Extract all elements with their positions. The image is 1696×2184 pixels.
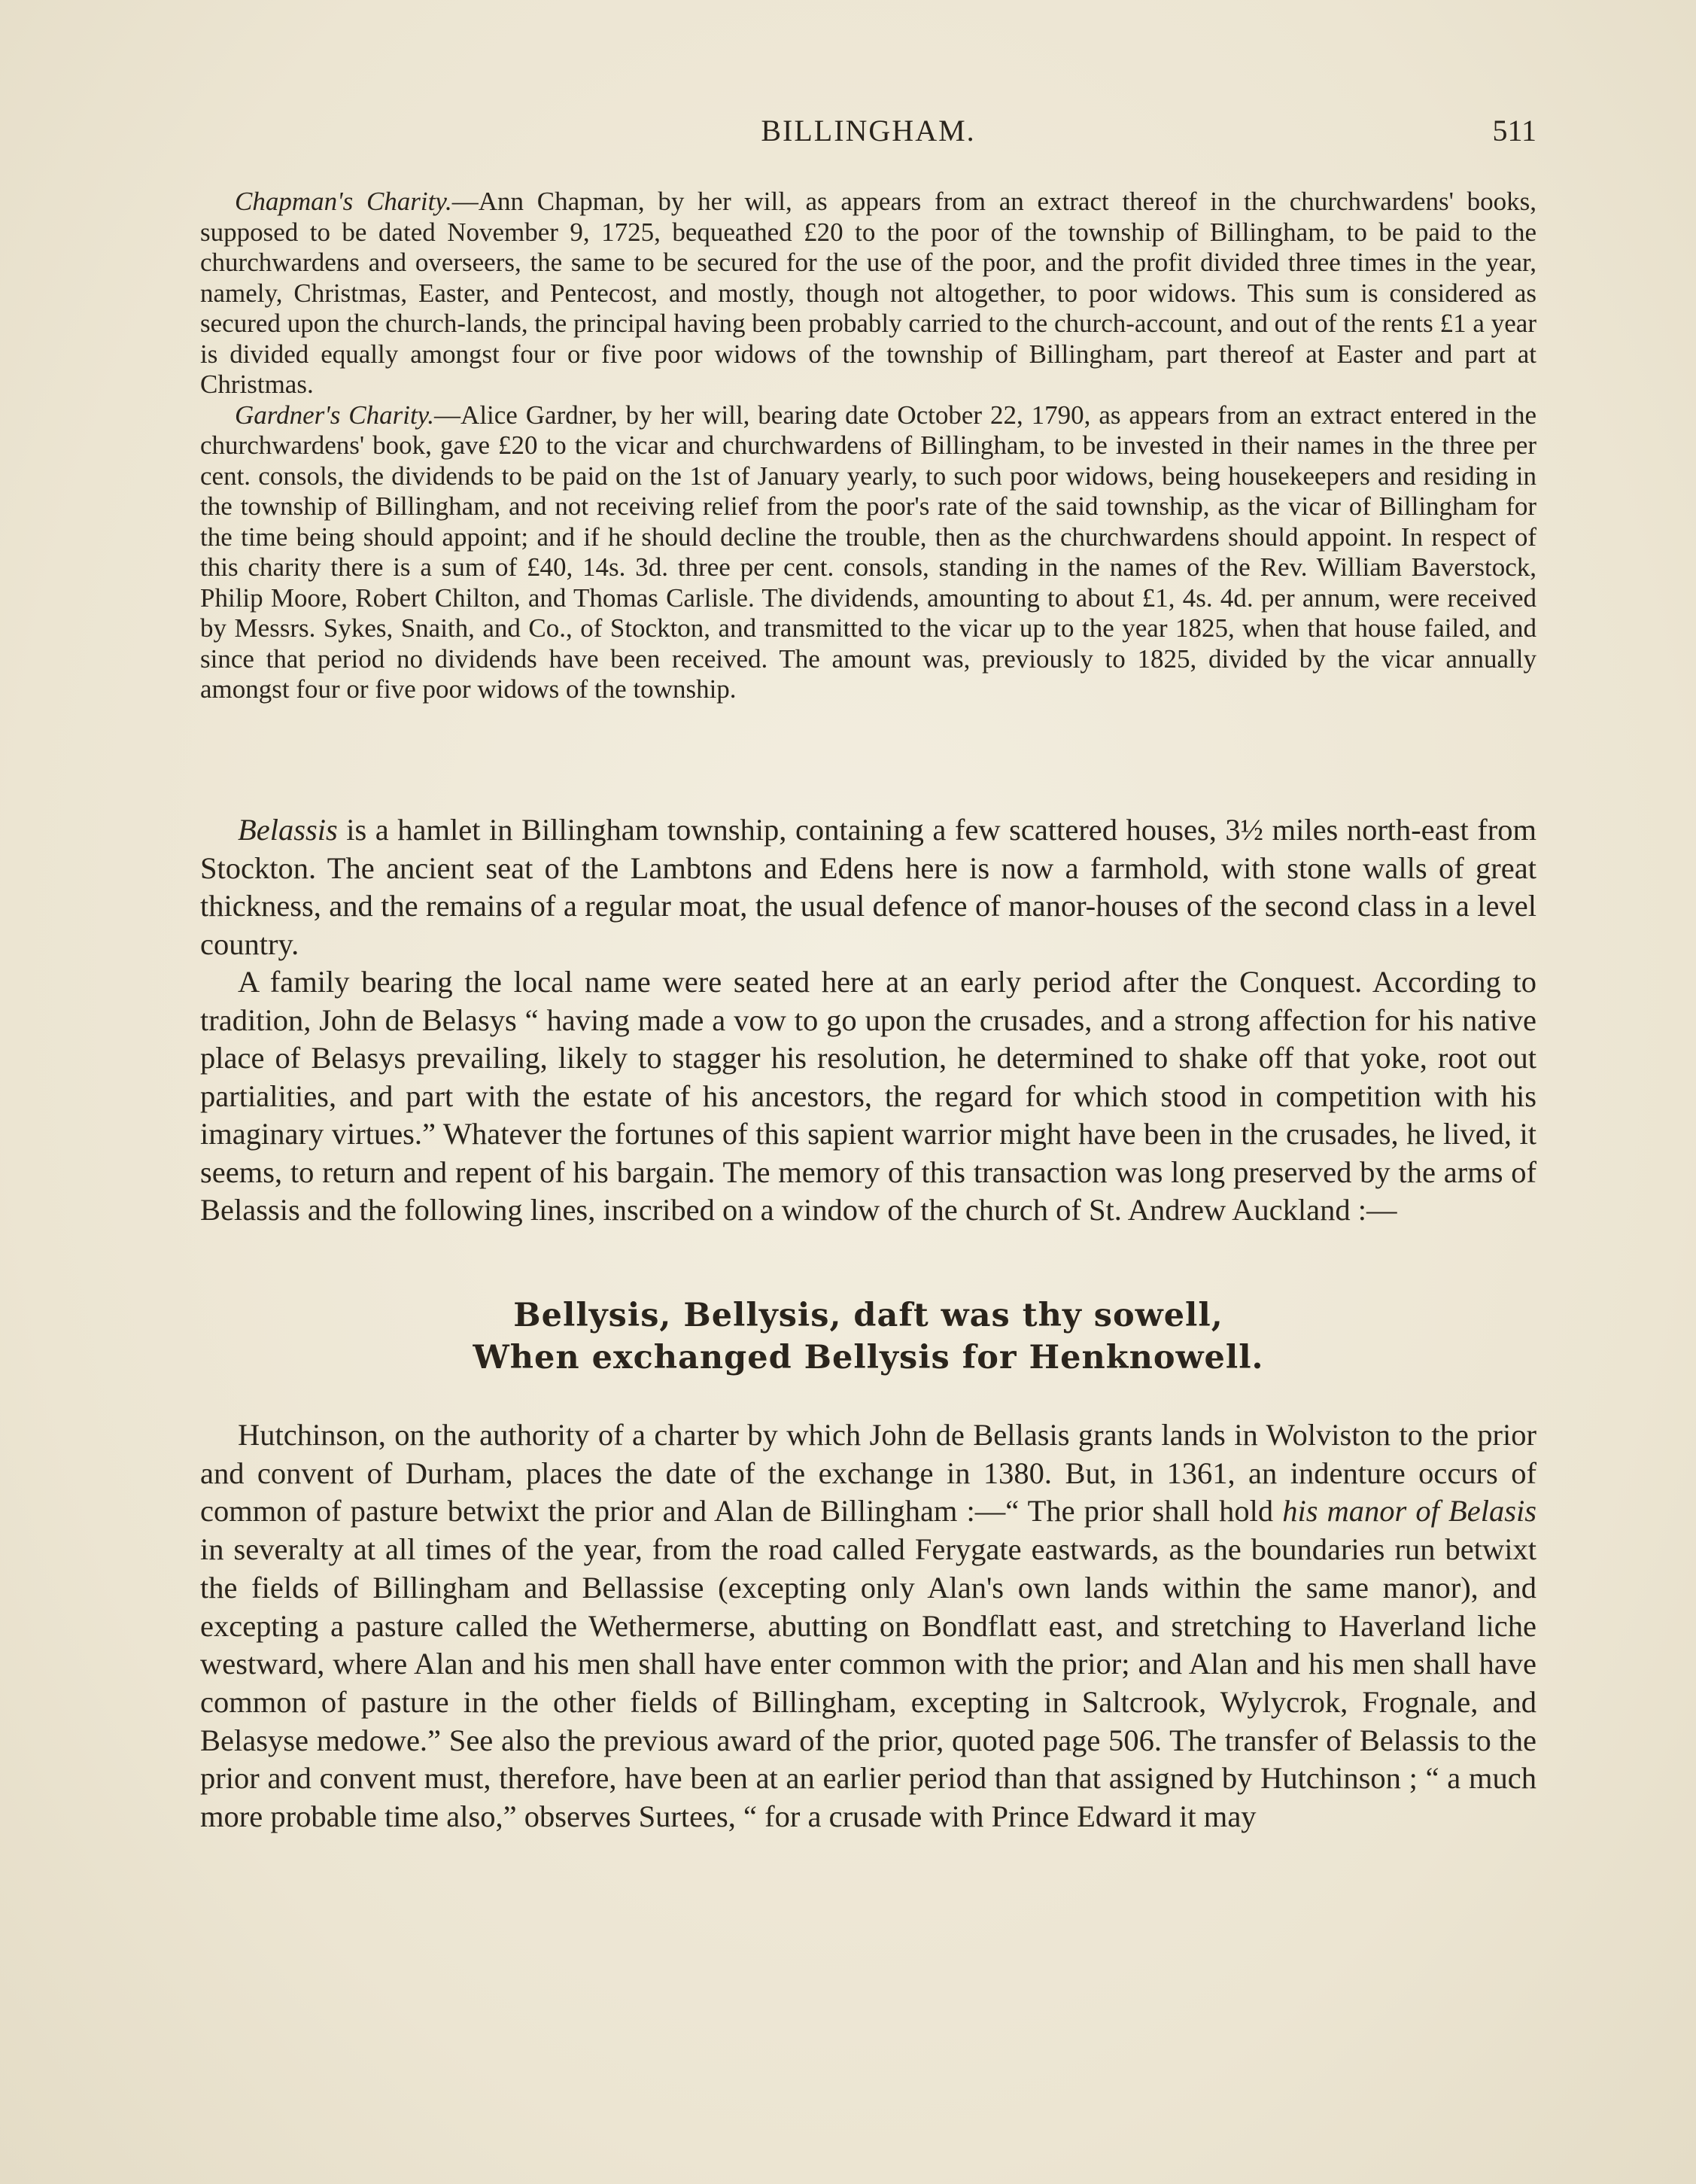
hutchinson-text-after: in severalty at all times of the year, from the road called Ferygate eastwards, as the boundaries run betwixt the fields of Billingham and Bellassise (excepting only Alan's own lands within the same manor), and excepting a pasture called the Wethermerse, abutting on Bondflatt east, and stretching to Haverland liche westward, where Alan and his men shall have enter common with the prior; and Alan and his men shall have common of pasture in the other fields of Billingham, excepting in Saltcrook, Wylycrok, Frognale, and Belasyse medowe.” See also the previous award of the prior, quoted page 506. The transfer of Belassis to the prior and convent must, therefore, have been at an earlier period than that assigned by Hutchinson ; “ a much more probable time also,” observes Surtees, “ for a crusade with Prince Edward it may <box>200 1532 1536 1834</box>
belassis-paragraph <box>200 811 1536 963</box>
charities-section <box>200 187 1536 705</box>
verse-line-1: Bellysis, Bellysis, daft was thy sowell, <box>513 1297 1223 1334</box>
hutchinson-text-before: Hutchinson, on the authority of a charter by which John de Bellasis grants lands in Wolviston to the prior and convent of Durham, places the date of the exchange in 1380. But, in 1361, an indenture occurs of common of pasture betwixt the prior and Alan de Billingham :—“ The prior shall hold <box>200 1418 1536 1528</box>
chapman-text: —Ann Chapman, by her will, as appears from an extract thereof in the churchwardens' books, supposed to be dated November 9, 1725, bequeathed £20 to the poor of the township of Billingham, to be paid to the churchwardens and overseers, the same to be secured for the use of the poor, and the profit divided three times in the year, namely, Christmas, Easter, and Pentecost, and mostly, though not altogether, to poor widows. This sum is considered as secured upon the church-lands, the principal having been probably carried to the church-account, and out of the rents £1 a year is divided equally amongst four or five poor widows of the township of Billingham, part thereof at Easter and part at Christmas. <box>200 187 1536 399</box>
page-number: 511 <box>1492 114 1536 148</box>
belassis-name: Belassis <box>238 813 338 847</box>
chapman-heading: Chapman's Charity. <box>235 187 452 216</box>
blackletter-verse <box>200 1294 1536 1379</box>
belassis-section <box>200 811 1536 1230</box>
belassis-text: is a hamlet in Billingham township, containing a few scattered houses, 3½ miles north-east from Stockton. The ancient seat of the Lambtons and Edens here is now a farmhold, with stone walls of great thickness, and the remains of a regular moat, the usual defence of manor-houses of the second class in a level country. <box>200 813 1536 961</box>
page-header <box>200 113 1536 158</box>
gardner-text: —Alice Gardner, by her will, bearing date October 22, 1790, as appears from an extract entered in the churchwardens' book, gave £20 to the vicar and churchwardens of Billingham, to be invested in their names in the three per cent. consols, the dividends to be paid on the 1st of January yearly, to such poor widows, being housekeepers and residing in the township of Billingham, and not receiving relief from the poor's rate of the said township, as the vicar of Billingham for the time being should appoint; and if he should decline the trouble, then as the churchwardens should appoint. In respect of this charity there is a sum of £40, 14s. 3d. three per cent. consols, standing in the names of the Rev. William Baverstock, Philip Moore, Robert Chilton, and Thomas Carlisle. The dividends, amounting to about £1, 4s. 4d. per annum, were received by Messrs. Sykes, Snaith, and Co., of Stockton, and transmitted to the vicar up to the year 1825, when that house failed, and since that period no dividends have been received. The amount was, previously to 1825, divided by the vicar annually amongst four or five poor widows of the township. <box>200 400 1536 704</box>
verse-line-2: When exchanged Bellysis for Henknowell. <box>473 1339 1264 1376</box>
running-title: BILLINGHAM. <box>761 114 976 148</box>
hutchinson-emphasis: his manor of Belasis <box>1282 1494 1536 1528</box>
chapman-paragraph <box>200 187 1536 400</box>
hutchinson-section <box>200 1416 1536 1836</box>
hutchinson-paragraph <box>200 1416 1536 1836</box>
gardner-heading: Gardner's Charity. <box>235 400 435 430</box>
family-paragraph: A family bearing the local name were seated here at an early period after the Conquest. According to tradition, John de Belasys “ having made a vow to go upon the crusades, and a strong affection for his native place of Belasys prevailing, likely to stagger his resolution, he determined to shake off that yoke, root out partialities, and part with the estate of his ancestors, the regard for which stood in competition with his imaginary virtues.” Whatever the fortunes of this sapient warrior might have been in the crusades, he lived, it seems, to return and repent of his bargain. The memory of this transaction was long preserved by the arms of Belassis and the following lines, inscribed on a window of the church of St. Andrew Auckland :— <box>200 965 1536 1227</box>
gardner-paragraph <box>200 400 1536 705</box>
